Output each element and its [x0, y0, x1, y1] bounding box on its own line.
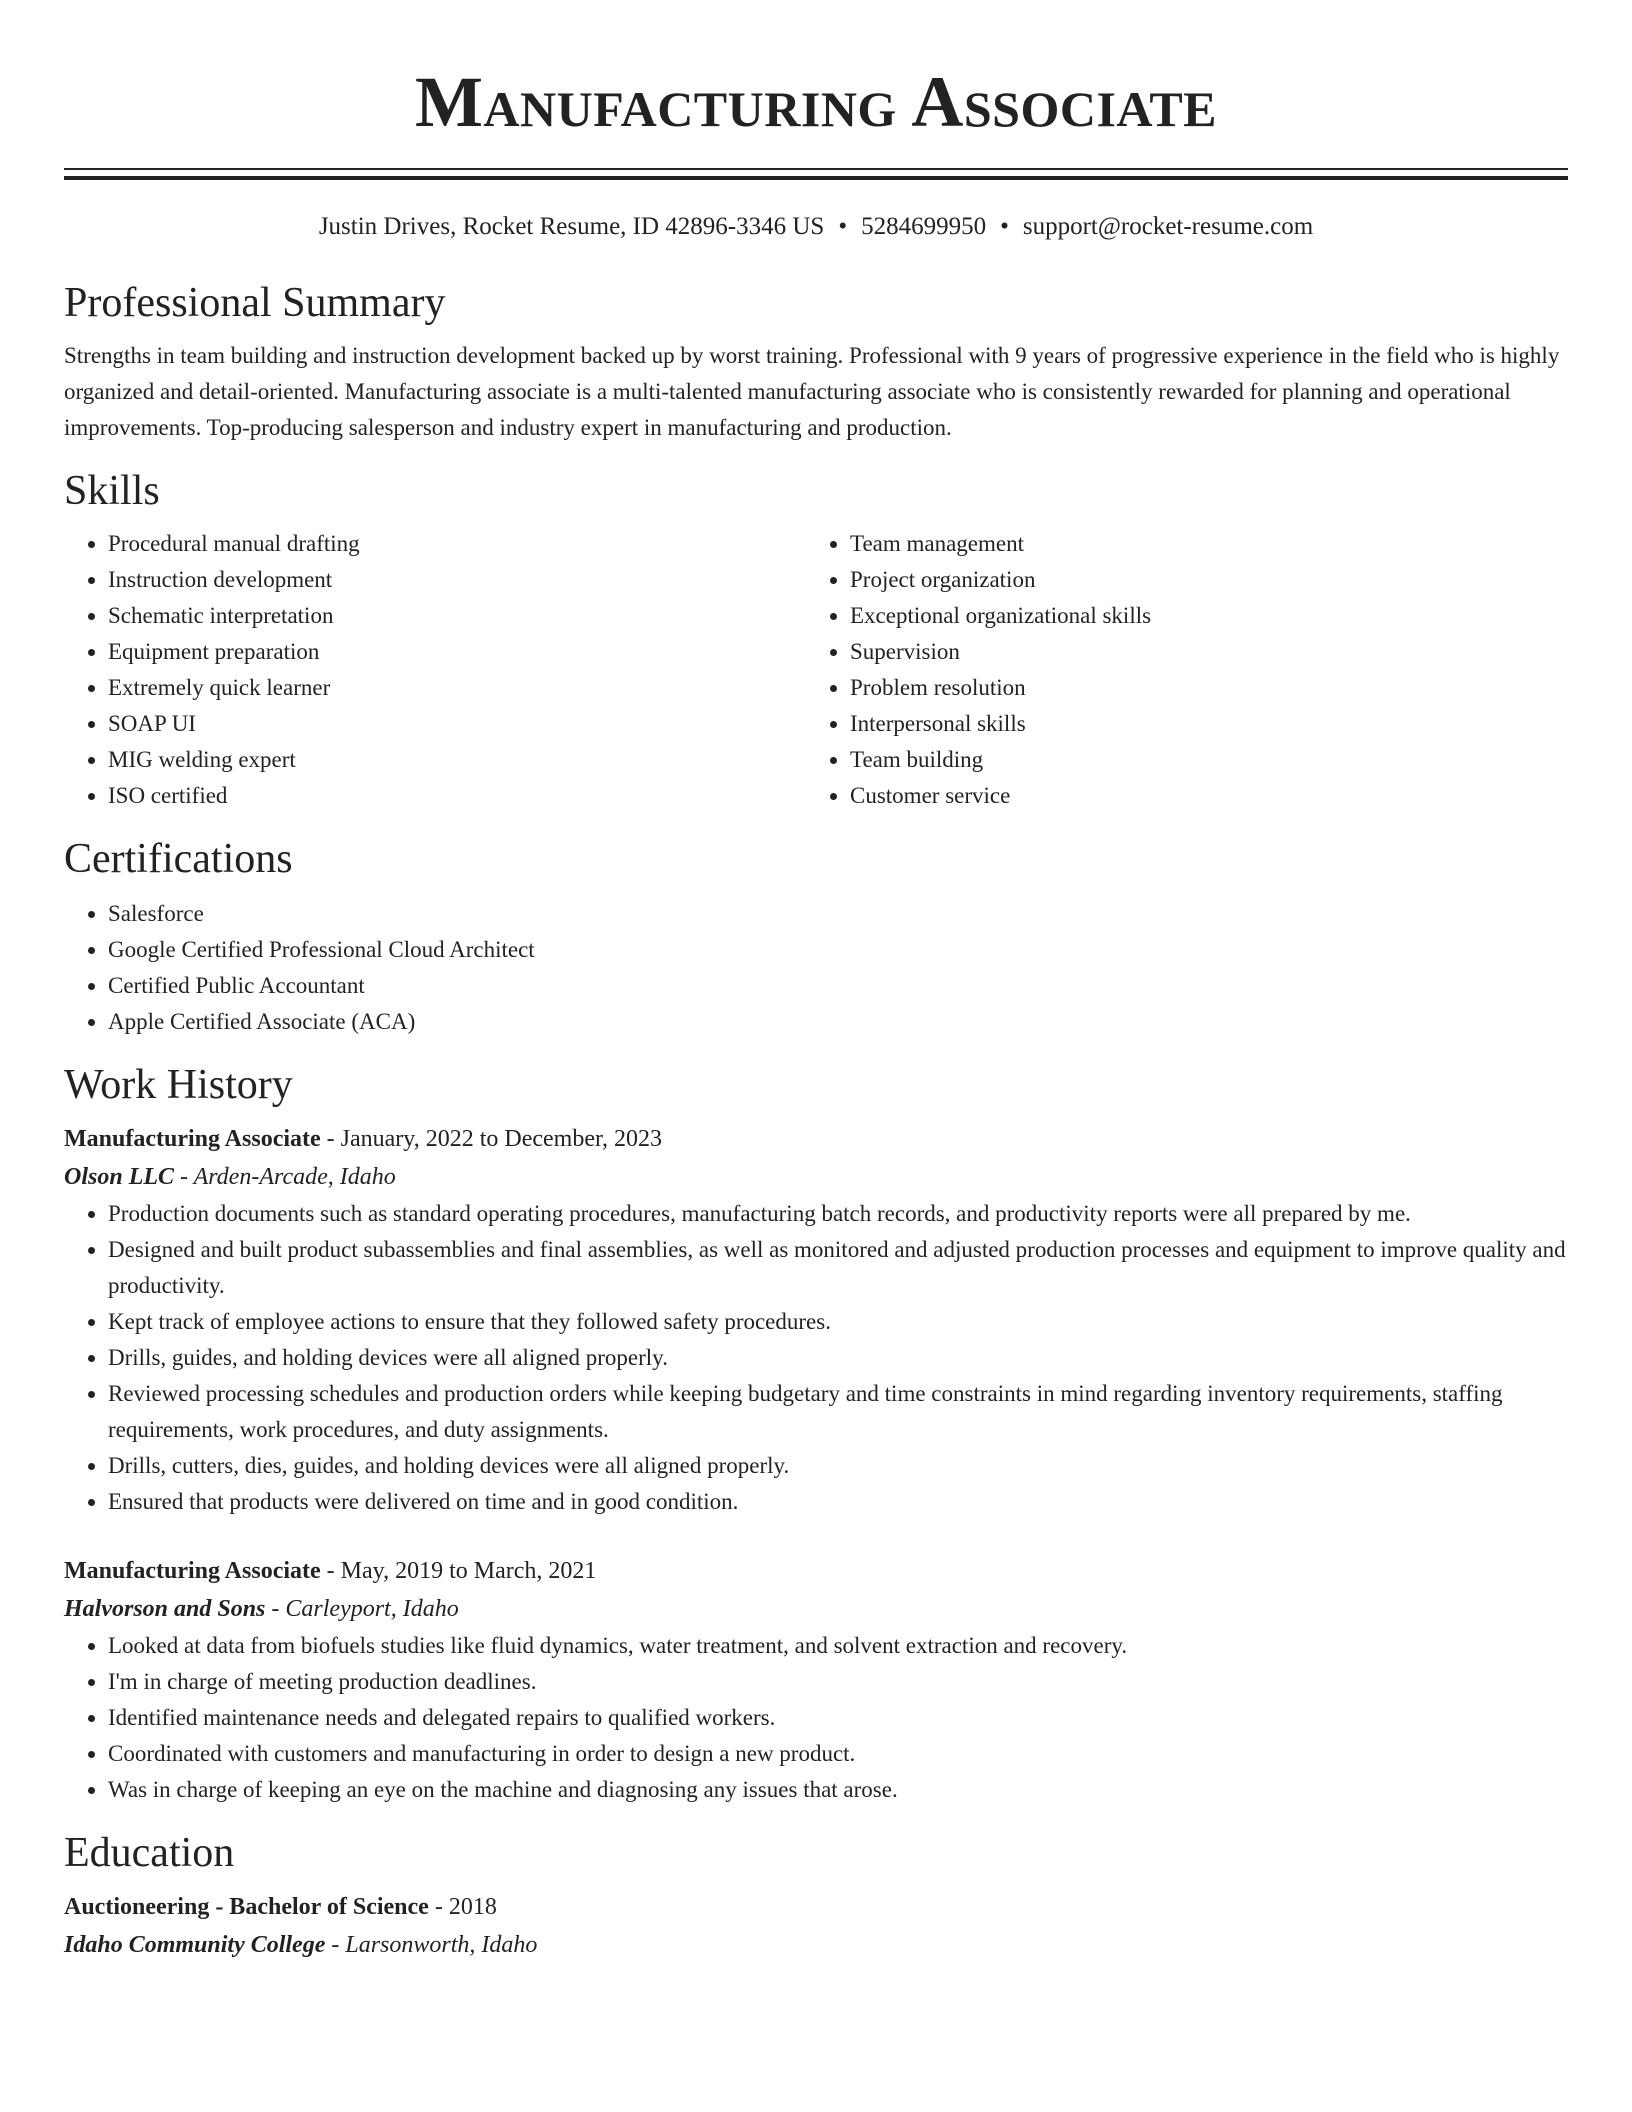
job-entry	[64, 1120, 1568, 1520]
job-company-line	[64, 1158, 1568, 1196]
job-duty: • Looked at data from biofuels studies like fluid dynamics, water treatment, and solvent extraction and recovery.	[108, 1628, 1568, 1664]
skill-item: • Extremely quick learner	[108, 670, 806, 706]
job-duty: • Drills, cutters, dies, guides, and holding devices were all aligned properly.	[108, 1448, 1568, 1484]
skill-item: • Supervision	[850, 634, 1548, 670]
skill-item: • Instruction development	[108, 562, 806, 598]
skill-item: • ISO certified	[108, 778, 806, 814]
certification-item: • Google Certified Professional Cloud Architect	[108, 932, 1568, 968]
education-year: - 2018	[428, 1894, 497, 1920]
job-company: Halvorson and Sons	[64, 1596, 266, 1622]
job-title-line	[64, 1120, 1568, 1158]
skill-item: • SOAP UI	[108, 706, 806, 742]
skill-item: • Procedural manual drafting	[108, 526, 806, 562]
job-company-line	[64, 1590, 1568, 1628]
skill-item: • Schematic interpretation	[108, 598, 806, 634]
skill-item: • Customer service	[850, 778, 1548, 814]
skills-list	[64, 526, 1568, 814]
contact-phone: 5284699950	[861, 213, 987, 240]
education-entry	[64, 1888, 1568, 1964]
certification-item: • Salesforce	[108, 896, 1568, 932]
job-duty: • Ensured that products were delivered on time and in good condition.	[108, 1484, 1568, 1520]
skills-heading: Skills	[64, 468, 160, 514]
education-school-line	[64, 1926, 1568, 1964]
contact-separator: •	[1000, 213, 1009, 240]
summary-text: Strengths in team building and instruction development backed up by worst training. Professional with 9 years of progressive experience in the field who is highly organized and detail-oriented. Manufacturing associate is a multi-talented manufacturing associate who is consistently rewarded for planning and operational improvements. Top-producing salesperson and industry expert in manufacturing and production.	[64, 343, 1560, 440]
job-entry	[64, 1552, 1568, 1808]
summary-heading: Professional Summary	[64, 280, 446, 326]
contact-address: Justin Drives, Rocket Resume, ID 42896-3346 US	[318, 213, 825, 240]
job-duty: • I'm in charge of meeting production deadlines.	[108, 1664, 1568, 1700]
job-duty: • Kept track of employee actions to ensure that they followed safety procedures.	[108, 1304, 1568, 1340]
education-location: - Larsonworth, Idaho	[325, 1932, 538, 1958]
job-location: - Carleyport, Idaho	[265, 1596, 459, 1622]
job-title-line	[64, 1552, 1568, 1590]
job-location: - Arden-Arcade, Idaho	[174, 1164, 396, 1190]
job-dates: - May, 2019 to March, 2021	[320, 1558, 597, 1584]
skill-item: • Team building	[850, 742, 1548, 778]
job-duty: • Was in charge of keeping an eye on the machine and diagnosing any issues that arose.	[108, 1772, 1568, 1808]
job-duty: • Coordinated with customers and manufacturing in order to design a new product.	[108, 1736, 1568, 1772]
contact-line	[64, 210, 1568, 244]
work-history-heading: Work History	[64, 1062, 293, 1108]
certification-item: • Apple Certified Associate (ACA)	[108, 1004, 1568, 1040]
skill-item: • Interpersonal skills	[850, 706, 1548, 742]
resume-title: Manufacturing Associate	[414, 62, 1218, 142]
skill-item: • Equipment preparation	[108, 634, 806, 670]
job-role: Manufacturing Associate	[64, 1558, 321, 1584]
certifications-heading: Certifications	[64, 836, 293, 882]
education-heading: Education	[64, 1830, 235, 1876]
job-company: Olson LLC	[64, 1164, 175, 1190]
job-duties-list	[64, 1196, 1568, 1520]
skill-item: • Exceptional organizational skills	[850, 598, 1548, 634]
skill-item: • Project organization	[850, 562, 1548, 598]
certification-item: • Certified Public Accountant	[108, 968, 1568, 1004]
job-duty: • Reviewed processing schedules and production orders while keeping budgetary and time constraints in mind regarding inventory requirements, staffing requirements, work procedures, and duty assignments.	[108, 1376, 1568, 1448]
job-role: Manufacturing Associate	[64, 1126, 321, 1152]
contact-separator: •	[838, 213, 848, 240]
job-duty: • Drills, guides, and holding devices were all aligned properly.	[108, 1340, 1568, 1376]
skills-column-right	[806, 526, 1548, 814]
skill-item: • Problem resolution	[850, 670, 1548, 706]
job-duty: • Designed and built product subassemblies and final assemblies, as well as monitored and adjusted production processes and equipment to improve quality and productivity.	[108, 1232, 1568, 1304]
education-degree: Auctioneering - Bachelor of Science	[64, 1894, 429, 1920]
education-school: Idaho Community College	[64, 1932, 326, 1958]
job-duty: • Identified maintenance needs and delegated repairs to qualified workers.	[108, 1700, 1568, 1736]
certifications-list	[64, 896, 1568, 1040]
education-degree-line	[64, 1888, 1568, 1926]
job-duty: • Production documents such as standard operating procedures, manufacturing batch records, and productivity reports were all prepared by me.	[108, 1196, 1568, 1232]
job-dates: - January, 2022 to December, 2023	[320, 1126, 663, 1152]
title-divider-thin	[64, 168, 1568, 170]
contact-email: support@rocket-resume.com	[1022, 213, 1314, 240]
skill-item: • Team management	[850, 526, 1548, 562]
skills-column-left	[64, 526, 806, 814]
title-divider-thick	[64, 176, 1568, 180]
job-duties-list	[64, 1628, 1568, 1808]
skill-item: • MIG welding expert	[108, 742, 806, 778]
